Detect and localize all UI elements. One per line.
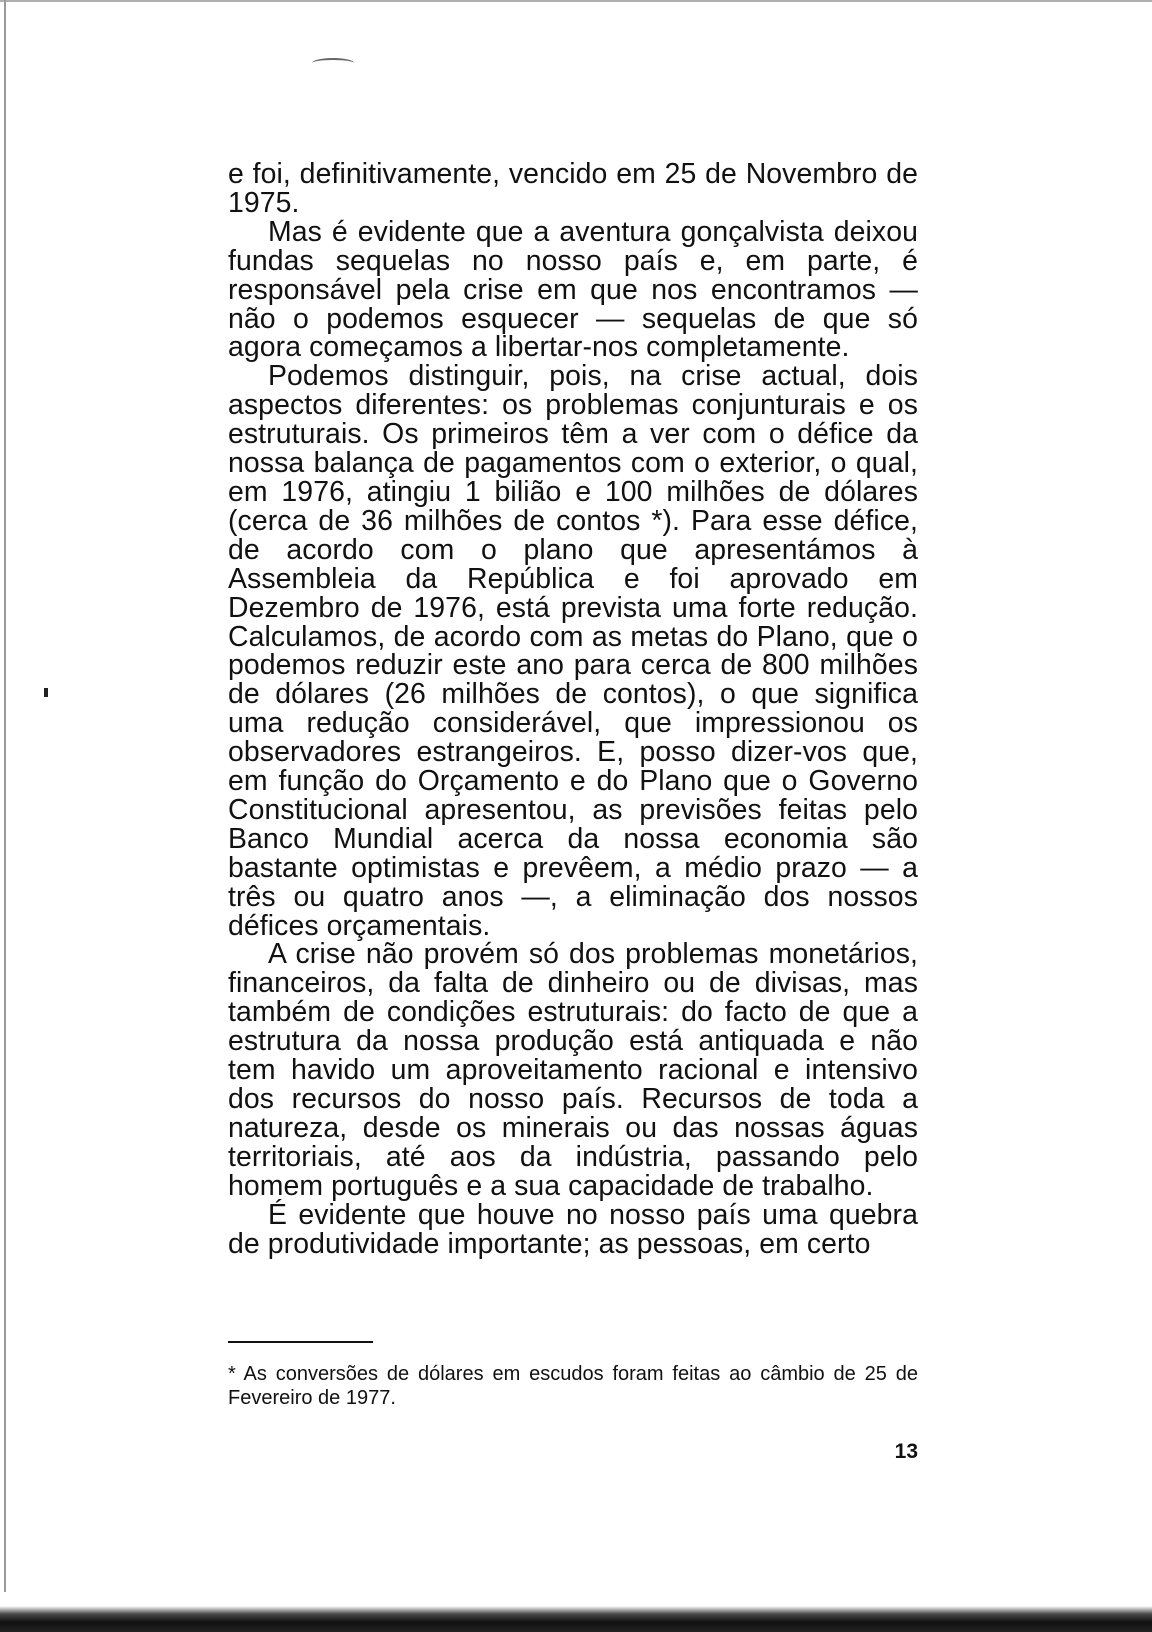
scan-edge-top: [0, 0, 1152, 2]
scan-speck: [44, 688, 48, 697]
paragraph: É evidente que houve no nosso país uma quebra de produtividade importante; as pessoas, em certo: [228, 1198, 918, 1260]
paragraph: e foi, definitivamente, vencido em 25 de Novembro de 1975.: [228, 158, 918, 219]
footnote: * As conversões de dólares em escudos foram feitas ao câmbio de 25 de Fevereiro de 1977.: [228, 1363, 918, 1409]
body-text: [228, 160, 918, 1258]
scan-mark: [312, 58, 354, 68]
paragraph: Podemos distinguir, pois, na crise actual, dois aspectos diferentes: os problemas conjunturais e os estruturais. Os primeiros têm a ver com o défice da nossa balança de pagamentos com o exterior, o qual, em 1976, atingiu 1 bilião e 100 milhões de dólares (cerca de 36 milhões de contos *). Para esse défice, de acordo com o plano que apresentámos à Assembleia da República e foi aprovado em Dezembro de 1976, está prevista uma forte redução. Calculamos, de acordo com as metas do Plano, que o podemos reduzir este ano para cerca de 800 milhões de dólares (26 milhões de contos), o que significa uma redução considerável, que impressionou os observadores estrangeiros. E, posso dizer-vos que, em função do Orçamento e do Plano que o Governo Constitucional apresentou, as previsões feitas pelo Banco Mundial acerca da nossa economia são bastante optimistas e prevêem, a médio prazo — a três ou quatro anos —, a eliminação dos nossos défices orçamentais.: [228, 360, 918, 942]
footnote-divider: [228, 1341, 373, 1343]
page-number: 13: [894, 1440, 918, 1463]
paragraph: Mas é evidente que a aventura gonçalvista deixou fundas sequelas no nosso país e, em parte, é responsável pela crise em que nos encontramos — não o podemos esquecer — sequelas de que só agora começamos a libertar-nos completamente.: [228, 215, 918, 364]
paragraph: A crise não provém só dos problemas monetários, financeiros, da falta de dinheiro ou de divisas, mas também de condições estruturais: do facto de que a estrutura da nossa produção está antiquada e não tem havido um aproveitamento racional e intensivo dos recursos do nosso país. Recursos de toda a natureza, desde os minerais ou das nossas águas territoriais, até aos da indústria, passando pelo homem português e a sua capacidade de trabalho.: [228, 938, 918, 1202]
scan-edge-left: [4, 0, 6, 1632]
scan-edge-bottom: [0, 1592, 1152, 1632]
